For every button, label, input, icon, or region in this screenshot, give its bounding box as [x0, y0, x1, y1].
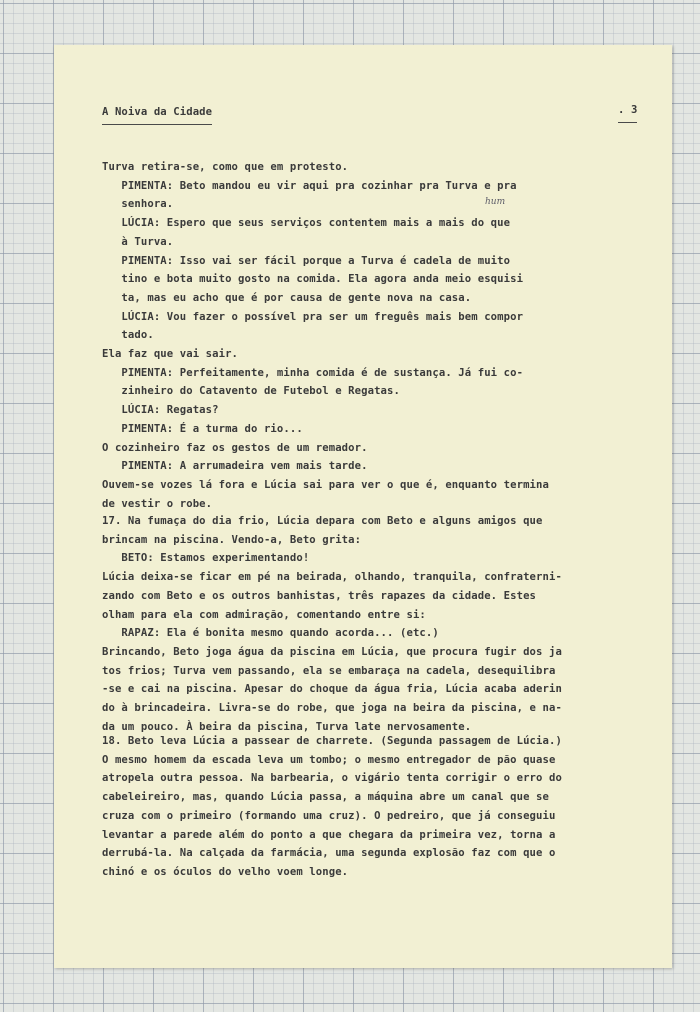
script-line: à Turva.: [102, 235, 174, 248]
script-line: levantar a parede além do ponto a que chegara da primeira vez, torna a: [102, 828, 556, 841]
script-line: PIMENTA: Isso vai ser fácil porque a Turva é cadela de muito: [102, 254, 511, 267]
script-line: Brincando, Beto joga água da piscina em Lúcia, que procura fugir dos ja: [102, 645, 562, 658]
script-line: LÚCIA: Espero que seus serviços contentem mais a mais do que: [102, 217, 511, 230]
script-line: senhora.: [102, 198, 174, 211]
script-line: Ela faz que vai sair.: [102, 348, 239, 361]
script-line: tos frios; Turva vem passando, ela se embaraça na cadela, desequilibra: [102, 664, 556, 677]
script-line: PIMENTA: Beto mandou eu vir aqui pra cozinhar pra Turva e pra: [102, 179, 517, 192]
script-line: zinheiro do Catavento de Futebol e Regatas.: [102, 385, 400, 398]
script-line: de vestir o robe.: [102, 497, 213, 510]
script-line: tino e bota muito gosto na comida. Ela agora anda meio esquisi: [102, 273, 524, 286]
script-line: -se e cai na piscina. Apesar do choque da água fria, Lúcia acaba aderin: [102, 683, 562, 696]
typewritten-page: [54, 45, 672, 968]
script-line: atropela outra pessoa. Na barbearia, o vigário tenta corrigir o erro do: [102, 772, 562, 785]
script-line: 18. Beto leva Lúcia a passear de charrete. (Segunda passagem de Lúcia.): [102, 735, 562, 747]
handwritten-correction: hum: [485, 197, 506, 207]
script-line: zando com Beto e os outros banhistas, três rapazes da cidade. Estes: [102, 589, 537, 602]
script-line: cruza com o primeiro (formando uma cruz). O pedreiro, que já conseguiu: [102, 809, 556, 822]
document-title: A Noiva da Cidade: [102, 103, 212, 125]
script-line: 17. Na fumaça do dia frio, Lúcia depara com Beto e alguns amigos que: [102, 515, 543, 527]
script-line: Turva retira-se, como que em protesto.: [102, 161, 349, 173]
script-line: Lúcia deixa-se ficar em pé na beirada, olhando, tranquila, confraterni-: [102, 571, 562, 584]
script-line: PIMENTA: É a turma do rio...: [102, 422, 303, 435]
script-line: cabeleireiro, mas, quando Lúcia passa, a máquina abre um canal que se: [102, 791, 549, 804]
page-number: . 3: [618, 101, 637, 123]
script-line: da um pouco. À beira da piscina, Turva late nervosamente.: [102, 720, 472, 733]
script-line: PIMENTA: Perfeitamente, minha comida é de sustança. Já fui co-: [102, 366, 524, 379]
script-line: RAPAZ: Ela é bonita mesmo quando acorda... (etc.): [102, 627, 439, 640]
script-line: olham para ela com admiração, comentando entre si:: [102, 608, 426, 621]
script-line: Ouvem-se vozes lá fora e Lúcia sai para ver o que é, enquanto termina: [102, 478, 549, 491]
script-line: BETO: Estamos experimentando!: [102, 552, 310, 565]
script-line: ta, mas eu acho que é por causa de gente nova na casa.: [102, 291, 472, 304]
script-line: derrubá-la. Na calçada da farmácia, uma segunda explosão faz com que o: [102, 847, 556, 860]
script-line: tado.: [102, 329, 154, 342]
script-block-scene-16: [102, 158, 549, 513]
script-line: PIMENTA: A arrumadeira vem mais tarde.: [102, 460, 368, 473]
script-line: brincam na piscina. Vendo-a, Beto grita:: [102, 533, 362, 546]
script-line: O mesmo homem da escada leva um tombo; o mesmo entregador de pão quase: [102, 753, 556, 766]
script-block-scene-18: [102, 732, 562, 882]
script-line: LÚCIA: Regatas?: [102, 404, 219, 417]
script-block-scene-17: [102, 512, 562, 736]
script-line: O cozinheiro faz os gestos de um remador.: [102, 441, 368, 454]
script-line: chinó e os óculos do velho voem longe.: [102, 865, 349, 878]
script-line: LÚCIA: Vou fazer o possível pra ser um freguês mais bem compor: [102, 310, 524, 323]
script-line: do à brincadeira. Livra-se do robe, que joga na beira da piscina, e na-: [102, 702, 562, 715]
